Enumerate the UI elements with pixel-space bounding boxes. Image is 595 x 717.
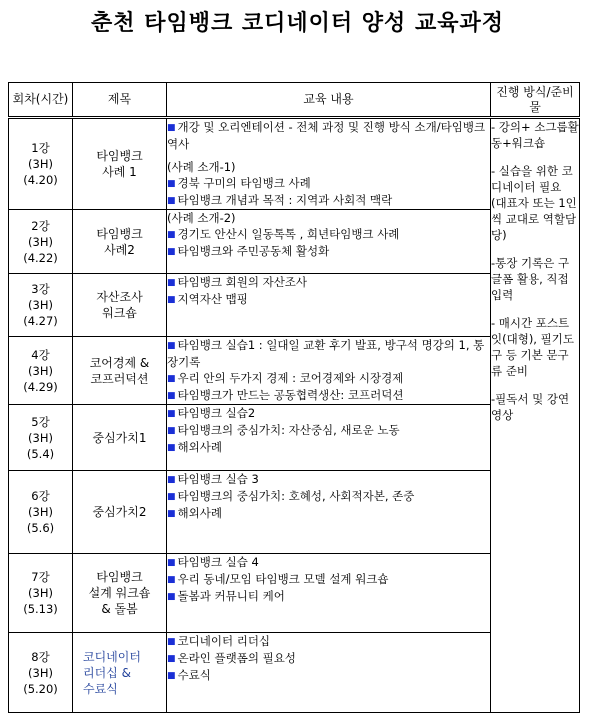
bullet-icon: ■ <box>167 278 176 288</box>
session-line: 1강 <box>31 141 50 155</box>
topic-line: 설계 워크숍 <box>88 586 151 600</box>
topic-line: & 돌봄 <box>101 602 138 616</box>
content-text: 타임뱅크 실습2 <box>177 406 256 420</box>
bullet-icon: ■ <box>167 341 176 351</box>
content-text: 지역자산 맵핑 <box>177 292 248 306</box>
session-cell <box>9 210 73 274</box>
content-line <box>167 667 490 684</box>
content-text: 우리 동네/모임 타임뱅크 모델 설계 워크숍 <box>177 572 389 586</box>
session-line: (5.6) <box>26 521 55 535</box>
topic-line: 타임뱅크 <box>96 570 143 584</box>
content-line <box>167 588 490 605</box>
content-text: 경북 구미의 타임뱅크 사례 <box>177 176 311 190</box>
bullet-icon: ■ <box>167 374 176 384</box>
topic-line: 중심가치2 <box>92 505 147 519</box>
topic-cell <box>73 554 167 633</box>
method-item: - 실습을 위한 코디네이터 필요 (대표자 또는 1인씩 교대로 역할담당) <box>491 164 577 242</box>
session-cell <box>9 554 73 633</box>
content-text: 타임뱅크 실습 3 <box>177 472 259 486</box>
content-line <box>167 505 490 522</box>
content-text: 타임뱅크 실습1 : 일대일 교환 후기 발표, 방구석 명강의 1, 통장기록 <box>167 338 485 369</box>
bullet-icon: ■ <box>167 409 176 419</box>
topic-line: 코프러덕션 <box>90 371 149 386</box>
content-text: 타임뱅크 회원의 자산조사 <box>177 275 308 289</box>
header-topic: 제목 <box>73 83 167 118</box>
bullet-icon: ■ <box>167 443 176 453</box>
session-line: (3H) <box>28 430 53 445</box>
session-line: 6강 <box>31 489 50 503</box>
topic-line: 코어경제 & <box>89 355 150 370</box>
content-line <box>167 337 490 370</box>
bullet-icon: ■ <box>167 123 176 133</box>
method-item: - 강의+ 소그룹활동+워크숍 <box>491 120 579 150</box>
content-cell <box>167 274 491 337</box>
content-text: (사례 소개-2) <box>167 211 236 225</box>
content-text: 경기도 안산시 일동톡톡 , 희년타임뱅크 사례 <box>177 227 400 241</box>
content-cell <box>167 210 491 274</box>
content-text: 타임뱅크 개념과 목적 : 지역과 사회적 맥락 <box>177 193 393 207</box>
session-line: (4.27) <box>23 314 58 328</box>
content-line <box>167 210 490 226</box>
session-cell <box>9 274 73 337</box>
bullet-icon: ■ <box>167 179 176 189</box>
content-text: 해외사례 <box>177 506 222 520</box>
session-line: 2강 <box>31 218 50 233</box>
content-text: 타임뱅크가 만드는 공동협력생산: 코프러덕션 <box>177 388 404 402</box>
bullet-icon: ■ <box>167 475 176 485</box>
content-line <box>167 291 490 308</box>
content-text: 개강 및 오리엔테이션 - 전체 과정 및 진행 방식 소개/타임뱅크 역사 <box>167 120 486 151</box>
content-line <box>167 554 490 571</box>
bullet-icon: ■ <box>167 654 176 664</box>
topic-line: 중심가치1 <box>92 430 147 445</box>
bullet-icon: ■ <box>167 558 176 568</box>
session-line: 7강 <box>31 570 50 584</box>
session-line: (4.22) <box>23 250 58 265</box>
bullet-icon: ■ <box>167 671 176 681</box>
content-text: 타임뱅크의 중심가치: 호혜성, 사회적자본, 존중 <box>177 489 415 503</box>
content-line <box>167 471 490 488</box>
bullet-icon: ■ <box>167 637 176 647</box>
topic-line: 타임뱅크 <box>96 149 143 163</box>
topic-line: 사례 1 <box>102 165 137 179</box>
curriculum-table <box>8 82 580 713</box>
session-line: (3H) <box>28 234 53 249</box>
bullet-icon: ■ <box>167 230 176 240</box>
content-text: 코디네이터 리더십 <box>177 634 271 648</box>
content-text: 온라인 플랫폼의 필요성 <box>177 651 296 665</box>
content-cell <box>167 554 491 633</box>
content-text: 타임뱅크의 중심가치: 자산중심, 새로운 노동 <box>177 423 400 437</box>
content-line <box>167 192 490 209</box>
topic-line: 코디네이터 <box>83 649 141 664</box>
session-line: (3H) <box>28 298 53 312</box>
header-content: 교육 내용 <box>167 83 491 118</box>
topic-cell <box>73 471 167 554</box>
bullet-icon: ■ <box>167 426 176 436</box>
topic-cell <box>73 633 167 713</box>
session-line: (3H) <box>28 157 53 171</box>
table-header-row <box>9 83 580 118</box>
topic-cell <box>73 210 167 274</box>
content-line <box>167 159 490 175</box>
method-item: -통장 기록은 구글폼 활용, 직접 입력 <box>491 256 570 302</box>
content-text: (사례 소개-1) <box>167 160 236 174</box>
bullet-icon: ■ <box>167 196 176 206</box>
session-cell <box>9 118 73 210</box>
header-session: 회차(시간) <box>9 83 73 118</box>
content-text: 해외사례 <box>177 440 222 454</box>
topic-line: 타임뱅크 <box>96 226 143 241</box>
method-item: -필독서 및 강연 영상 <box>491 392 570 422</box>
content-line <box>167 439 490 456</box>
topic-line: 수료식 <box>83 681 118 696</box>
content-line <box>167 243 490 260</box>
table-row <box>9 118 580 210</box>
content-line <box>167 119 490 152</box>
session-line: (4.20) <box>23 173 58 187</box>
topic-line: 리더십 & <box>83 665 131 680</box>
content-text: 타임뱅크 실습 4 <box>177 555 259 569</box>
session-line: (4.29) <box>23 379 58 394</box>
method-cell <box>491 118 580 713</box>
session-line: (5.4) <box>26 446 55 461</box>
session-cell <box>9 633 73 713</box>
method-item: - 매시간 포스트잇(대형), 필기도구 등 기본 문구류 준비 <box>491 316 574 378</box>
session-cell <box>9 471 73 554</box>
bullet-icon: ■ <box>167 592 176 602</box>
content-line <box>167 175 490 192</box>
content-line <box>167 274 490 291</box>
content-cell <box>167 471 491 554</box>
content-line <box>167 387 490 404</box>
content-text: 수료식 <box>177 668 211 682</box>
session-line: (3H) <box>28 586 53 600</box>
content-line <box>167 633 490 650</box>
content-line <box>167 405 490 422</box>
session-line: (3H) <box>28 665 53 680</box>
topic-line: 자산조사 <box>96 290 143 304</box>
content-cell <box>167 337 491 405</box>
content-cell <box>167 633 491 713</box>
page-title: 춘천 타임뱅크 코디네이터 양성 교육과정 <box>91 11 504 36</box>
content-line <box>167 422 490 439</box>
content-line <box>167 488 490 505</box>
topic-cell <box>73 118 167 210</box>
content-text: 우리 안의 두가지 경제 : 코어경제와 시장경제 <box>177 371 404 385</box>
bullet-icon: ■ <box>167 247 176 257</box>
session-line: (5.20) <box>23 681 58 696</box>
content-cell <box>167 405 491 471</box>
bullet-icon: ■ <box>167 492 176 502</box>
topic-cell <box>73 405 167 471</box>
header-method: 진행 방식/준비물 <box>491 83 580 118</box>
topic-line: 워크숍 <box>102 306 137 320</box>
topic-cell <box>73 274 167 337</box>
bullet-icon: ■ <box>167 509 176 519</box>
session-line: 4강 <box>31 347 50 362</box>
session-cell <box>9 405 73 471</box>
session-cell <box>9 337 73 405</box>
session-line: 8강 <box>31 649 50 664</box>
bullet-icon: ■ <box>167 295 176 305</box>
session-line: (3H) <box>28 363 53 378</box>
content-line <box>167 571 490 588</box>
session-line: 3강 <box>31 282 50 296</box>
bullet-icon: ■ <box>167 391 176 401</box>
topic-cell <box>73 337 167 405</box>
content-text: 타임뱅크와 주민공동체 활성화 <box>177 244 330 258</box>
content-line <box>167 226 490 243</box>
content-cell <box>167 118 491 210</box>
session-line: 5강 <box>31 414 50 429</box>
topic-line: 사례2 <box>104 242 135 257</box>
content-text: 돌봄과 커뮤니티 케어 <box>177 589 285 603</box>
session-line: (5.13) <box>23 602 58 616</box>
bullet-icon: ■ <box>167 575 176 585</box>
content-line <box>167 650 490 667</box>
session-line: (3H) <box>28 505 53 519</box>
content-line <box>167 370 490 387</box>
